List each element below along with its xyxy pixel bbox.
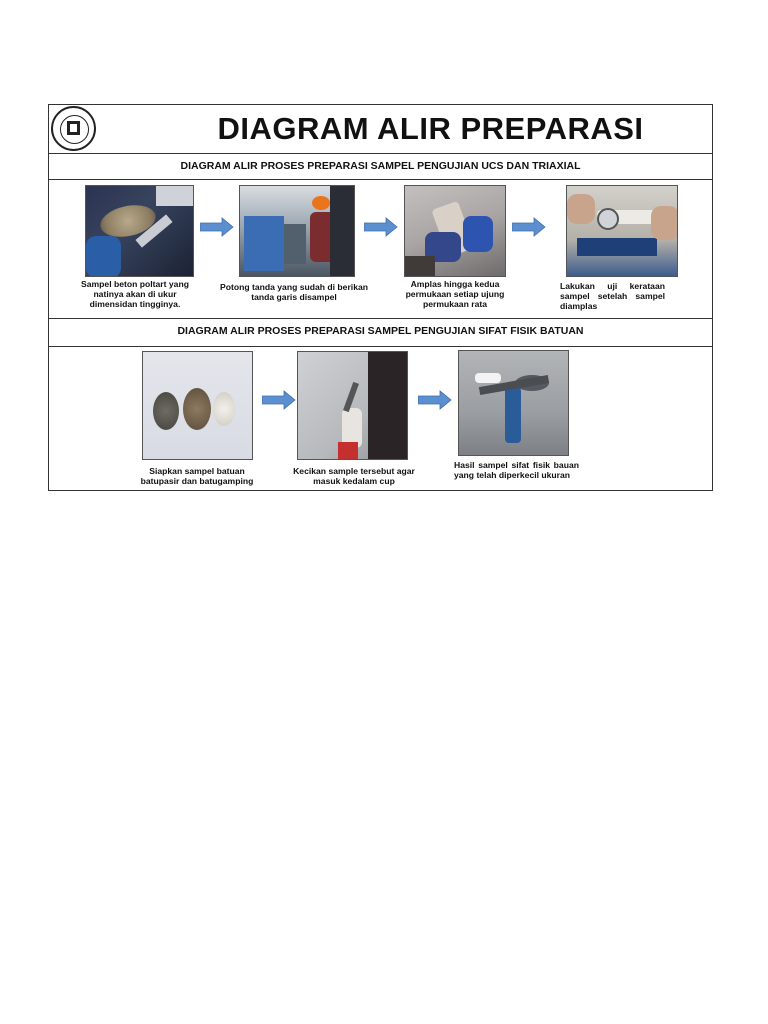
step2-caption: Potong tanda yang sudah di berikan tanda garis disampel — [219, 282, 369, 302]
divider — [49, 179, 712, 180]
diagram-title: DIAGRAM ALIR PREPARASI — [217, 111, 644, 146]
step2-photo — [239, 185, 355, 277]
step5-photo — [142, 351, 253, 460]
right-arrow-icon — [364, 217, 398, 237]
step4-photo — [566, 185, 678, 277]
flow-diagram-frame — [48, 104, 713, 491]
section1-heading: DIAGRAM ALIR PROSES PREPARASI SAMPEL PENGUJIAN UCS DAN TRIAXIAL — [180, 160, 581, 172]
divider — [49, 318, 712, 319]
divider — [49, 153, 712, 154]
section2-heading: DIAGRAM ALIR PROSES PREPARASI SAMPEL PENGUJIAN SIFAT FISIK BATUAN — [177, 325, 584, 337]
step5-caption: Siapkan sampel batuan batupasir dan batugamping — [140, 466, 254, 486]
laboratory-seal-logo — [51, 106, 96, 151]
step3-photo — [404, 185, 506, 277]
right-arrow-icon — [418, 390, 452, 410]
step6-caption: Kecikan sample tersebut agar masuk kedalam cup — [293, 466, 415, 486]
step1-caption: Sampel beton poltart yang natinya akan di ukur dimensidan tingginya. — [81, 279, 189, 309]
step4-caption: Lakukan uji kerataan sampel setelah sampel diamplas — [560, 281, 665, 311]
right-arrow-icon — [200, 217, 234, 237]
right-arrow-icon — [262, 390, 296, 410]
step3-caption: Amplas hingga kedua permukaan setiap ujung permukaan rata — [405, 279, 505, 309]
divider — [49, 346, 712, 347]
step7-photo — [458, 350, 569, 456]
right-arrow-icon — [512, 217, 546, 237]
step6-photo — [297, 351, 408, 460]
step1-photo — [85, 185, 194, 277]
step7-caption: Hasil sampel sifat fisik bauan yang telah diperkecil ukuran — [454, 460, 579, 480]
